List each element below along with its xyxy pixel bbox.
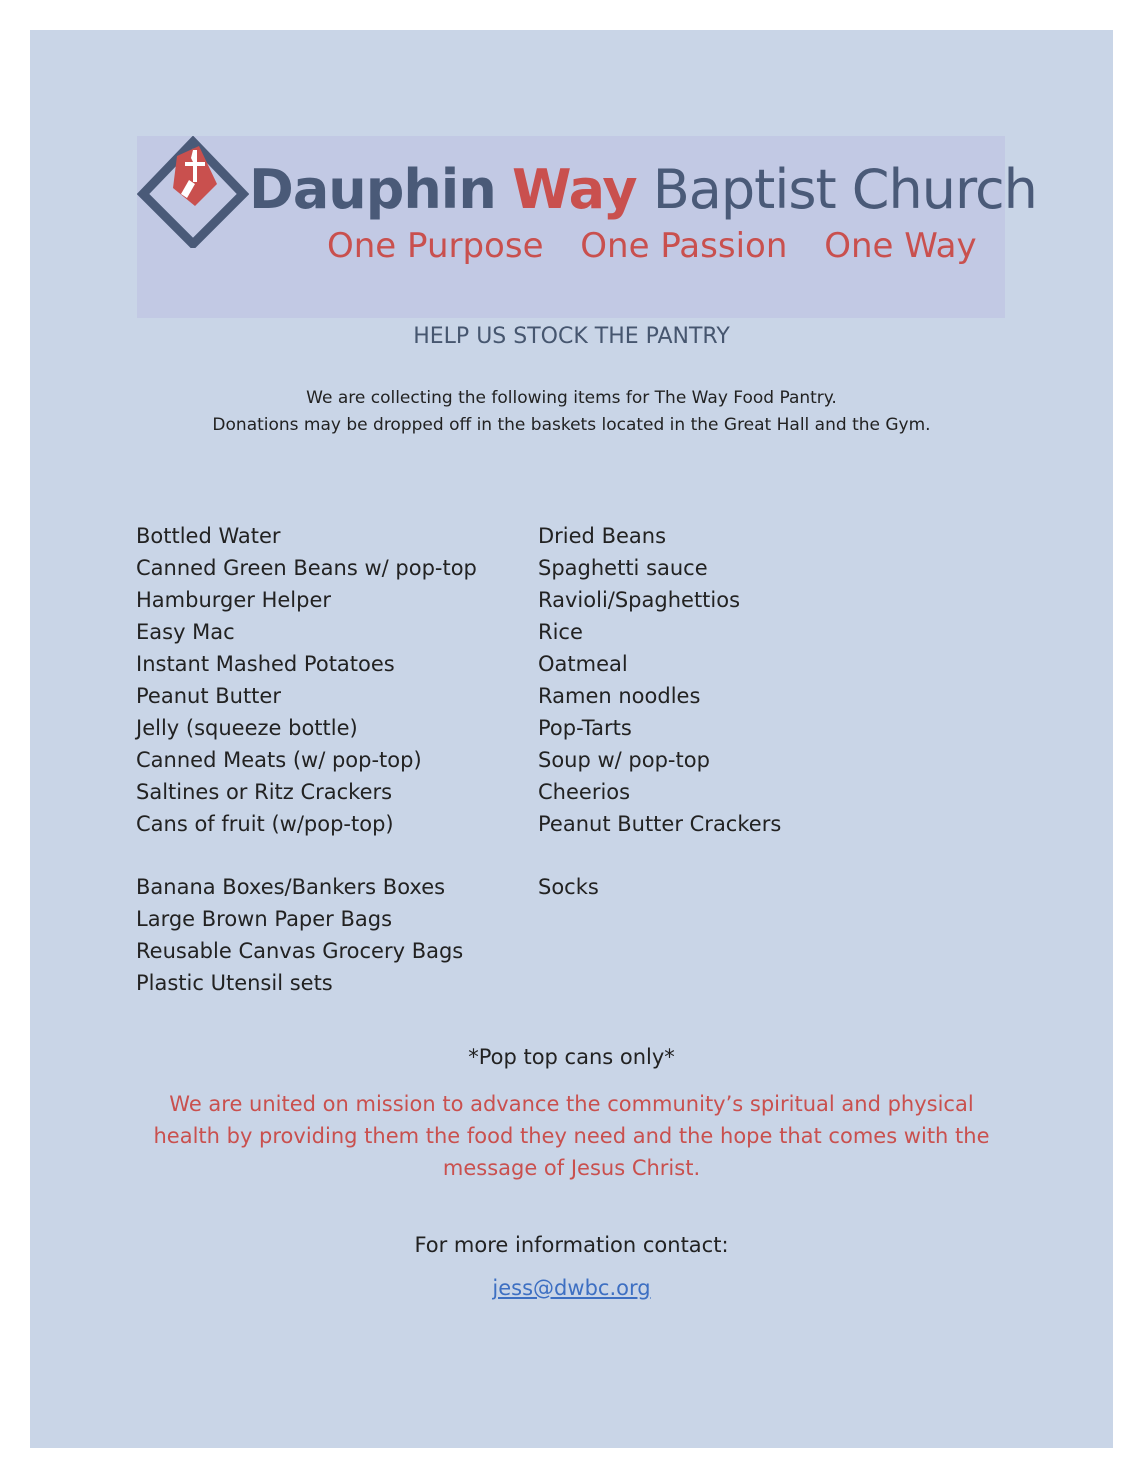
church-name-part-3: Baptist Church xyxy=(652,158,1037,221)
intro-text xyxy=(30,385,1113,439)
list-item: Easy Mac xyxy=(136,620,235,644)
intro-line-1: We are collecting the following items for The Way Food Pantry. xyxy=(306,388,837,408)
church-name xyxy=(249,158,1037,221)
list-item: Oatmeal xyxy=(538,652,628,676)
list-item: Peanut Butter Crackers xyxy=(538,812,782,836)
list-item: Bottled Water xyxy=(136,524,281,548)
mission-statement: We are united on mission to advance the community’s spiritual and physical health by providing them the food they need and the hope that comes with the message of Jesus Christ. xyxy=(153,1092,990,1180)
list-item: Canned Green Beans w/ pop-top xyxy=(136,556,477,580)
pop-top-note: *Pop top cans only* xyxy=(468,1045,675,1069)
list-spacer xyxy=(538,840,781,871)
flyer-page xyxy=(30,30,1113,1448)
list-item: Spaghetti sauce xyxy=(538,556,708,580)
list-item: Jelly (squeeze bottle) xyxy=(136,716,358,740)
tagline-part-1: One Purpose xyxy=(327,226,544,266)
list-item: Ramen noodles xyxy=(538,684,701,708)
contact-label: For more information contact: xyxy=(414,1233,729,1257)
list-item: Canned Meats (w/ pop-top) xyxy=(136,748,422,772)
church-logo-banner xyxy=(137,136,1037,318)
list-item: Ravioli/Spaghettios xyxy=(538,588,741,612)
church-diamond-logo-icon xyxy=(137,136,249,248)
list-item: Instant Mashed Potatoes xyxy=(136,652,395,676)
list-item: Dried Beans xyxy=(538,524,667,548)
list-item: Saltines or Ritz Crackers xyxy=(136,780,393,804)
intro-line-2: Donations may be dropped off in the baskets located in the Great Hall and the Gym. xyxy=(212,415,931,435)
list-spacer xyxy=(136,840,477,871)
list-item: Cheerios xyxy=(538,780,631,804)
list-item: Reusable Canvas Grocery Bags xyxy=(136,939,464,963)
list-item: Plastic Utensil sets xyxy=(136,971,333,995)
tagline-part-2: One Passion xyxy=(580,226,788,266)
list-item: Soup w/ pop-top xyxy=(538,748,710,772)
list-item: Large Brown Paper Bags xyxy=(136,907,393,931)
page-title: HELP US STOCK THE PANTRY xyxy=(413,324,730,349)
list-item: Banana Boxes/Bankers Boxes xyxy=(136,875,446,899)
tagline-part-3: One Way xyxy=(824,226,977,266)
list-item: Socks xyxy=(538,875,599,899)
church-name-part-1: Dauphin xyxy=(249,158,496,221)
list-item: Pop-Tarts xyxy=(538,716,632,740)
contact-email xyxy=(30,1276,1113,1300)
list-item: Hamburger Helper xyxy=(136,588,332,612)
list-item: Cans of fruit (w/pop-top) xyxy=(136,812,394,836)
church-name-part-2: Way xyxy=(511,158,637,221)
list-item: Rice xyxy=(538,620,583,644)
right-item-list xyxy=(538,520,781,903)
list-item: Peanut Butter xyxy=(136,684,281,708)
contact-email-link[interactable]: jess@dwbc.org xyxy=(492,1276,651,1300)
church-tagline xyxy=(327,226,1003,266)
left-item-list xyxy=(136,520,477,999)
